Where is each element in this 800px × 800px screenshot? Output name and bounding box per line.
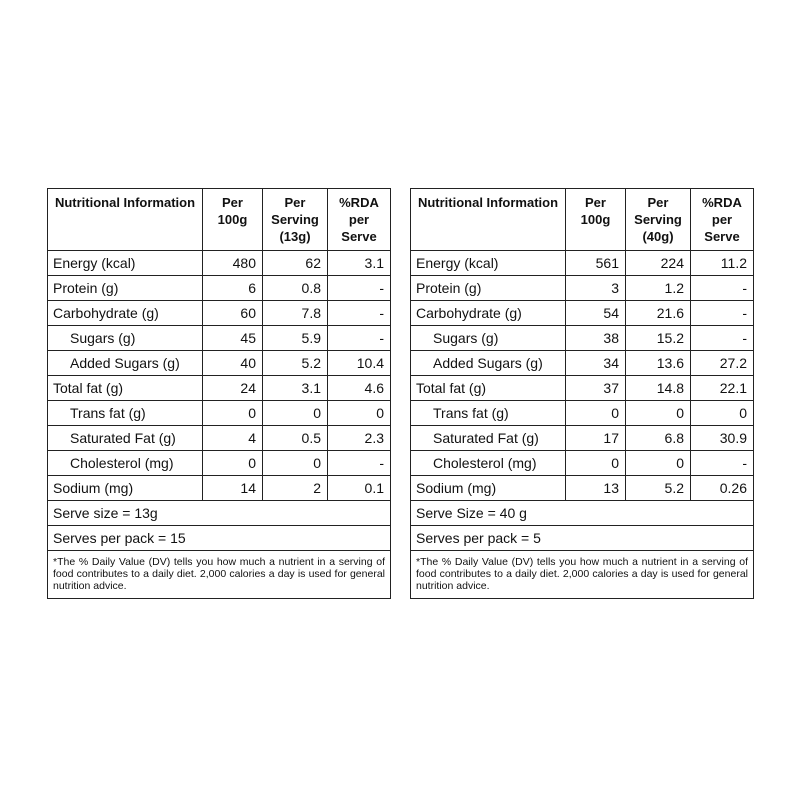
per-100g-value: 480 — [203, 251, 263, 276]
per-serving-value: 5.2 — [263, 351, 328, 376]
column-header-per-100g: Per 100g — [203, 189, 263, 251]
nutrient-label: Trans fat (g) — [48, 401, 203, 426]
per-100g-value: 0 — [566, 401, 626, 426]
table-row — [48, 426, 391, 451]
rda-value: - — [328, 276, 391, 301]
per-serving-value: 0 — [626, 401, 691, 426]
nutrient-label: Saturated Fat (g) — [411, 426, 566, 451]
serves-per-pack: Serves per pack = 15 — [48, 526, 391, 551]
table-row — [48, 376, 391, 401]
column-header-per-serving: Per Serving (40g) — [626, 189, 691, 251]
nutrition-table-right-panel — [410, 188, 754, 599]
per-100g-value: 0 — [203, 451, 263, 476]
per-serving-value: 62 — [263, 251, 328, 276]
footnote-row — [48, 551, 391, 599]
table-row — [411, 251, 754, 276]
footnote-row — [411, 551, 754, 599]
table-row — [48, 451, 391, 476]
table-row — [48, 301, 391, 326]
column-header-rda: %RDA per Serve — [328, 189, 391, 251]
per-100g-value: 0 — [566, 451, 626, 476]
nutrient-label: Sodium (mg) — [48, 476, 203, 501]
per-serving-value: 0 — [626, 451, 691, 476]
rda-value: 4.6 — [328, 376, 391, 401]
rda-value: - — [328, 301, 391, 326]
per-serving-value: 21.6 — [626, 301, 691, 326]
column-header-nutrient: Nutritional Information — [411, 189, 566, 251]
per-100g-value: 38 — [566, 326, 626, 351]
per-100g-value: 24 — [203, 376, 263, 401]
nutrient-label: Carbohydrate (g) — [411, 301, 566, 326]
table-row — [411, 301, 754, 326]
rda-value: - — [691, 326, 754, 351]
per-serving-value: 5.9 — [263, 326, 328, 351]
column-header-per-serving: Per Serving (13g) — [263, 189, 328, 251]
header-row — [411, 189, 754, 251]
per-serving-value: 13.6 — [626, 351, 691, 376]
table-row — [48, 476, 391, 501]
nutrient-label: Cholesterol (mg) — [48, 451, 203, 476]
per-100g-value: 17 — [566, 426, 626, 451]
table-row — [411, 426, 754, 451]
per-serving-value: 7.8 — [263, 301, 328, 326]
rda-value: 2.3 — [328, 426, 391, 451]
per-serving-value: 14.8 — [626, 376, 691, 401]
per-100g-value: 6 — [203, 276, 263, 301]
rda-value: 0.26 — [691, 476, 754, 501]
per-100g-value: 14 — [203, 476, 263, 501]
per-serving-value: 6.8 — [626, 426, 691, 451]
rda-value: - — [691, 276, 754, 301]
rda-value: - — [691, 451, 754, 476]
nutrient-label: Added Sugars (g) — [48, 351, 203, 376]
per-100g-value: 37 — [566, 376, 626, 401]
daily-value-footnote: *The % Daily Value (DV) tells you how much a nutrient in a serving of food contributes to a daily diet. 2,000 calories a day is used for general nutrition advice. — [48, 551, 391, 599]
table-row — [411, 401, 754, 426]
per-100g-value: 34 — [566, 351, 626, 376]
table-row — [411, 326, 754, 351]
nutrient-label: Sugars (g) — [48, 326, 203, 351]
serves-per-pack: Serves per pack = 5 — [411, 526, 754, 551]
per-serving-value: 224 — [626, 251, 691, 276]
rda-value: 3.1 — [328, 251, 391, 276]
per-100g-value: 54 — [566, 301, 626, 326]
table-row — [48, 351, 391, 376]
per-100g-value: 60 — [203, 301, 263, 326]
serve-size-row — [48, 501, 391, 526]
nutrition-table-left-panel — [47, 188, 391, 599]
nutrient-label: Energy (kcal) — [411, 251, 566, 276]
rda-value: 0 — [691, 401, 754, 426]
rda-value: 27.2 — [691, 351, 754, 376]
table-row — [48, 276, 391, 301]
rda-value: - — [328, 326, 391, 351]
per-serving-value: 3.1 — [263, 376, 328, 401]
column-header-per-100g: Per 100g — [566, 189, 626, 251]
column-header-nutrient: Nutritional Information — [48, 189, 203, 251]
column-header-rda: %RDA per Serve — [691, 189, 754, 251]
rda-value: 30.9 — [691, 426, 754, 451]
rda-value: 0 — [328, 401, 391, 426]
per-serving-value: 0 — [263, 401, 328, 426]
per-serving-value: 0.8 — [263, 276, 328, 301]
header-row — [48, 189, 391, 251]
table-row — [48, 401, 391, 426]
nutrition-table — [410, 188, 754, 599]
nutrient-label: Saturated Fat (g) — [48, 426, 203, 451]
serves-per-pack-row — [48, 526, 391, 551]
serve-size: Serve size = 13g — [48, 501, 391, 526]
nutrient-label: Energy (kcal) — [48, 251, 203, 276]
rda-value: 22.1 — [691, 376, 754, 401]
rda-value: 11.2 — [691, 251, 754, 276]
per-100g-value: 45 — [203, 326, 263, 351]
nutrient-label: Sugars (g) — [411, 326, 566, 351]
per-serving-value: 0.5 — [263, 426, 328, 451]
per-serving-value: 2 — [263, 476, 328, 501]
nutrient-label: Cholesterol (mg) — [411, 451, 566, 476]
serves-per-pack-row — [411, 526, 754, 551]
daily-value-footnote: *The % Daily Value (DV) tells you how much a nutrient in a serving of food contributes to a daily diet. 2,000 calories a day is used for general nutrition advice. — [411, 551, 754, 599]
rda-value: - — [691, 301, 754, 326]
nutrient-label: Protein (g) — [48, 276, 203, 301]
nutrient-label: Trans fat (g) — [411, 401, 566, 426]
table-row — [411, 451, 754, 476]
rda-value: - — [328, 451, 391, 476]
nutrient-label: Total fat (g) — [48, 376, 203, 401]
rda-value: 0.1 — [328, 476, 391, 501]
table-row — [411, 351, 754, 376]
serve-size: Serve Size = 40 g — [411, 501, 754, 526]
table-row — [411, 276, 754, 301]
serve-size-row — [411, 501, 754, 526]
table-row — [48, 251, 391, 276]
table-row — [48, 326, 391, 351]
table-row — [411, 376, 754, 401]
nutrient-label: Protein (g) — [411, 276, 566, 301]
per-serving-value: 5.2 — [626, 476, 691, 501]
rda-value: 10.4 — [328, 351, 391, 376]
per-100g-value: 13 — [566, 476, 626, 501]
nutrient-label: Carbohydrate (g) — [48, 301, 203, 326]
table-row — [411, 476, 754, 501]
nutrient-label: Added Sugars (g) — [411, 351, 566, 376]
per-100g-value: 40 — [203, 351, 263, 376]
nutrient-label: Total fat (g) — [411, 376, 566, 401]
per-100g-value: 0 — [203, 401, 263, 426]
per-100g-value: 561 — [566, 251, 626, 276]
per-serving-value: 1.2 — [626, 276, 691, 301]
per-serving-value: 15.2 — [626, 326, 691, 351]
per-100g-value: 4 — [203, 426, 263, 451]
nutrient-label: Sodium (mg) — [411, 476, 566, 501]
per-100g-value: 3 — [566, 276, 626, 301]
nutrition-table — [47, 188, 391, 599]
per-serving-value: 0 — [263, 451, 328, 476]
